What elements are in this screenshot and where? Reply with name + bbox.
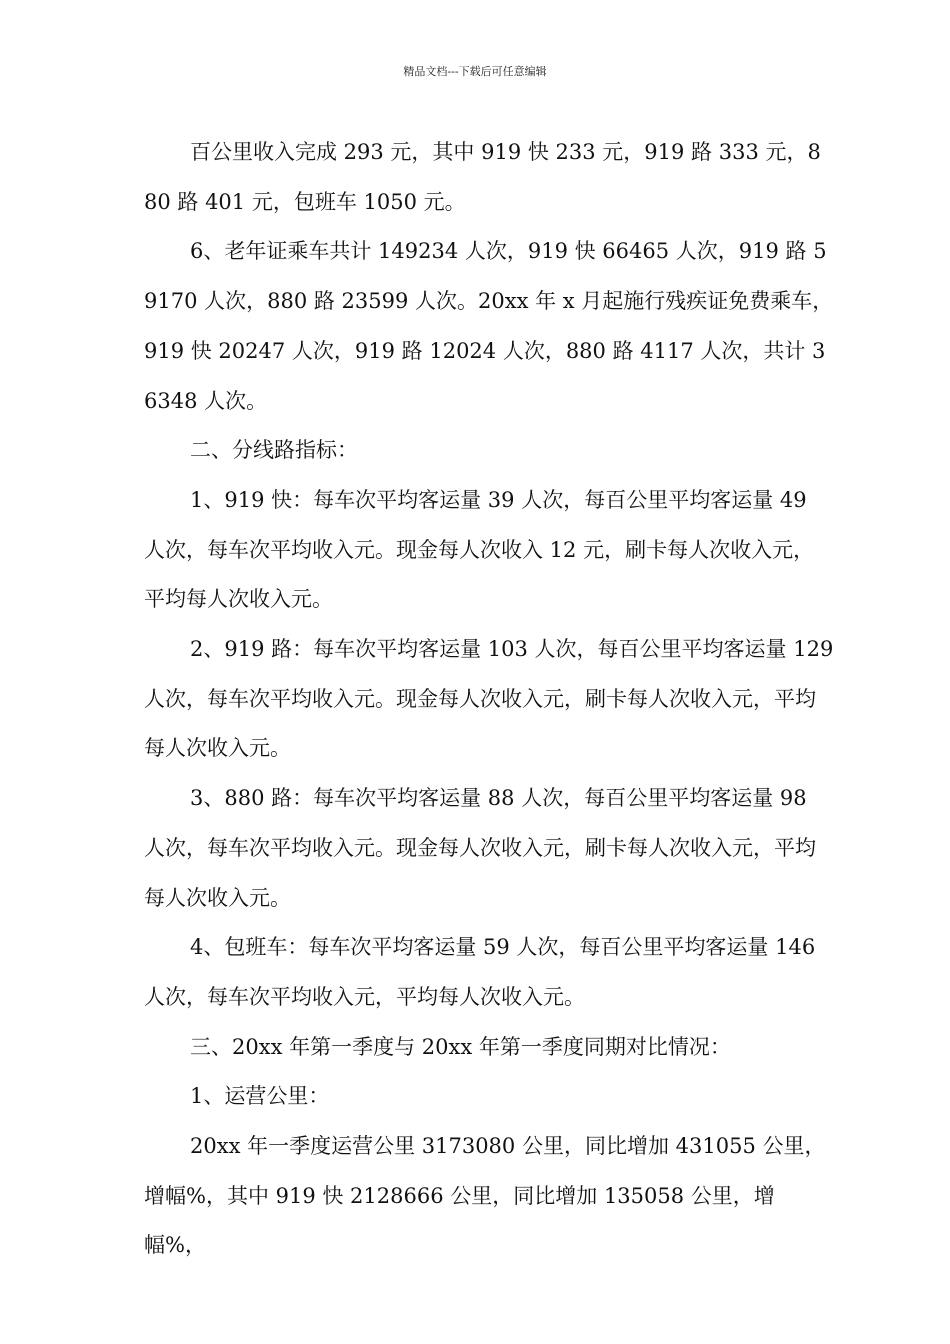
paragraph-route-919: 2、919 路：每车次平均客运量 103 人次，每百公里平均客运量 129 人次，每车次平均收入元。现金每人次收入元，刷卡每人次收入元，平均每人次收入元。 [144,637,834,761]
subheading-operating-km: 1、运营公里： [190,1084,330,1109]
document-body [144,128,834,1271]
paragraph-senior-card-rides: 6、老年证乘车共计 149234 人次，919 快 66465 人次，919 路 59170 人次，880 路 23599 人次。20xx 年 x 月起施行残疾证免费乘车，919 快 20247 人次，919 路 12024 人次，880 路 4117 人次，共计 36348 人次。 [144,239,834,413]
page-header: 精品文档---下载后可任意编辑 [403,65,547,78]
paragraph-operating-km: 20xx 年一季度运营公里 3173080 公里，同比增加 431055 公里，增幅%，其中 919 快 2128666 公里，同比增加 135058 公里，增幅%， [144,1134,826,1258]
paragraph-charter-bus: 4、包班车：每车次平均客运量 59 人次，每百公里平均客运量 146 人次，每车次平均收入元，平均每人次收入元。 [144,935,816,1009]
paragraph-route-919-express: 1、919 快：每车次平均客运量 39 人次，每百公里平均客运量 49 人次，每车次平均收入元。现金每人次收入 12 元，刷卡每人次收入元，平均每人次收入元。 [144,487,815,612]
section-heading-quarter-comparison: 三、20xx 年第一季度与 20xx 年第一季度同期对比情况： [190,1034,731,1059]
section-heading-route-indicators: 二、分线路指标： [190,438,358,463]
paragraph-revenue-per-100km: 百公里收入完成 293 元，其中 919 快 233 元，919 路 333 元，880 路 401 元，包班车 1050 元。 [144,140,821,214]
paragraph-route-880: 3、880 路：每车次平均客运量 88 人次，每百公里平均客运量 98 人次，每车次平均收入元。现金每人次收入元，刷卡每人次收入元，平均每人次收入元。 [144,786,816,910]
